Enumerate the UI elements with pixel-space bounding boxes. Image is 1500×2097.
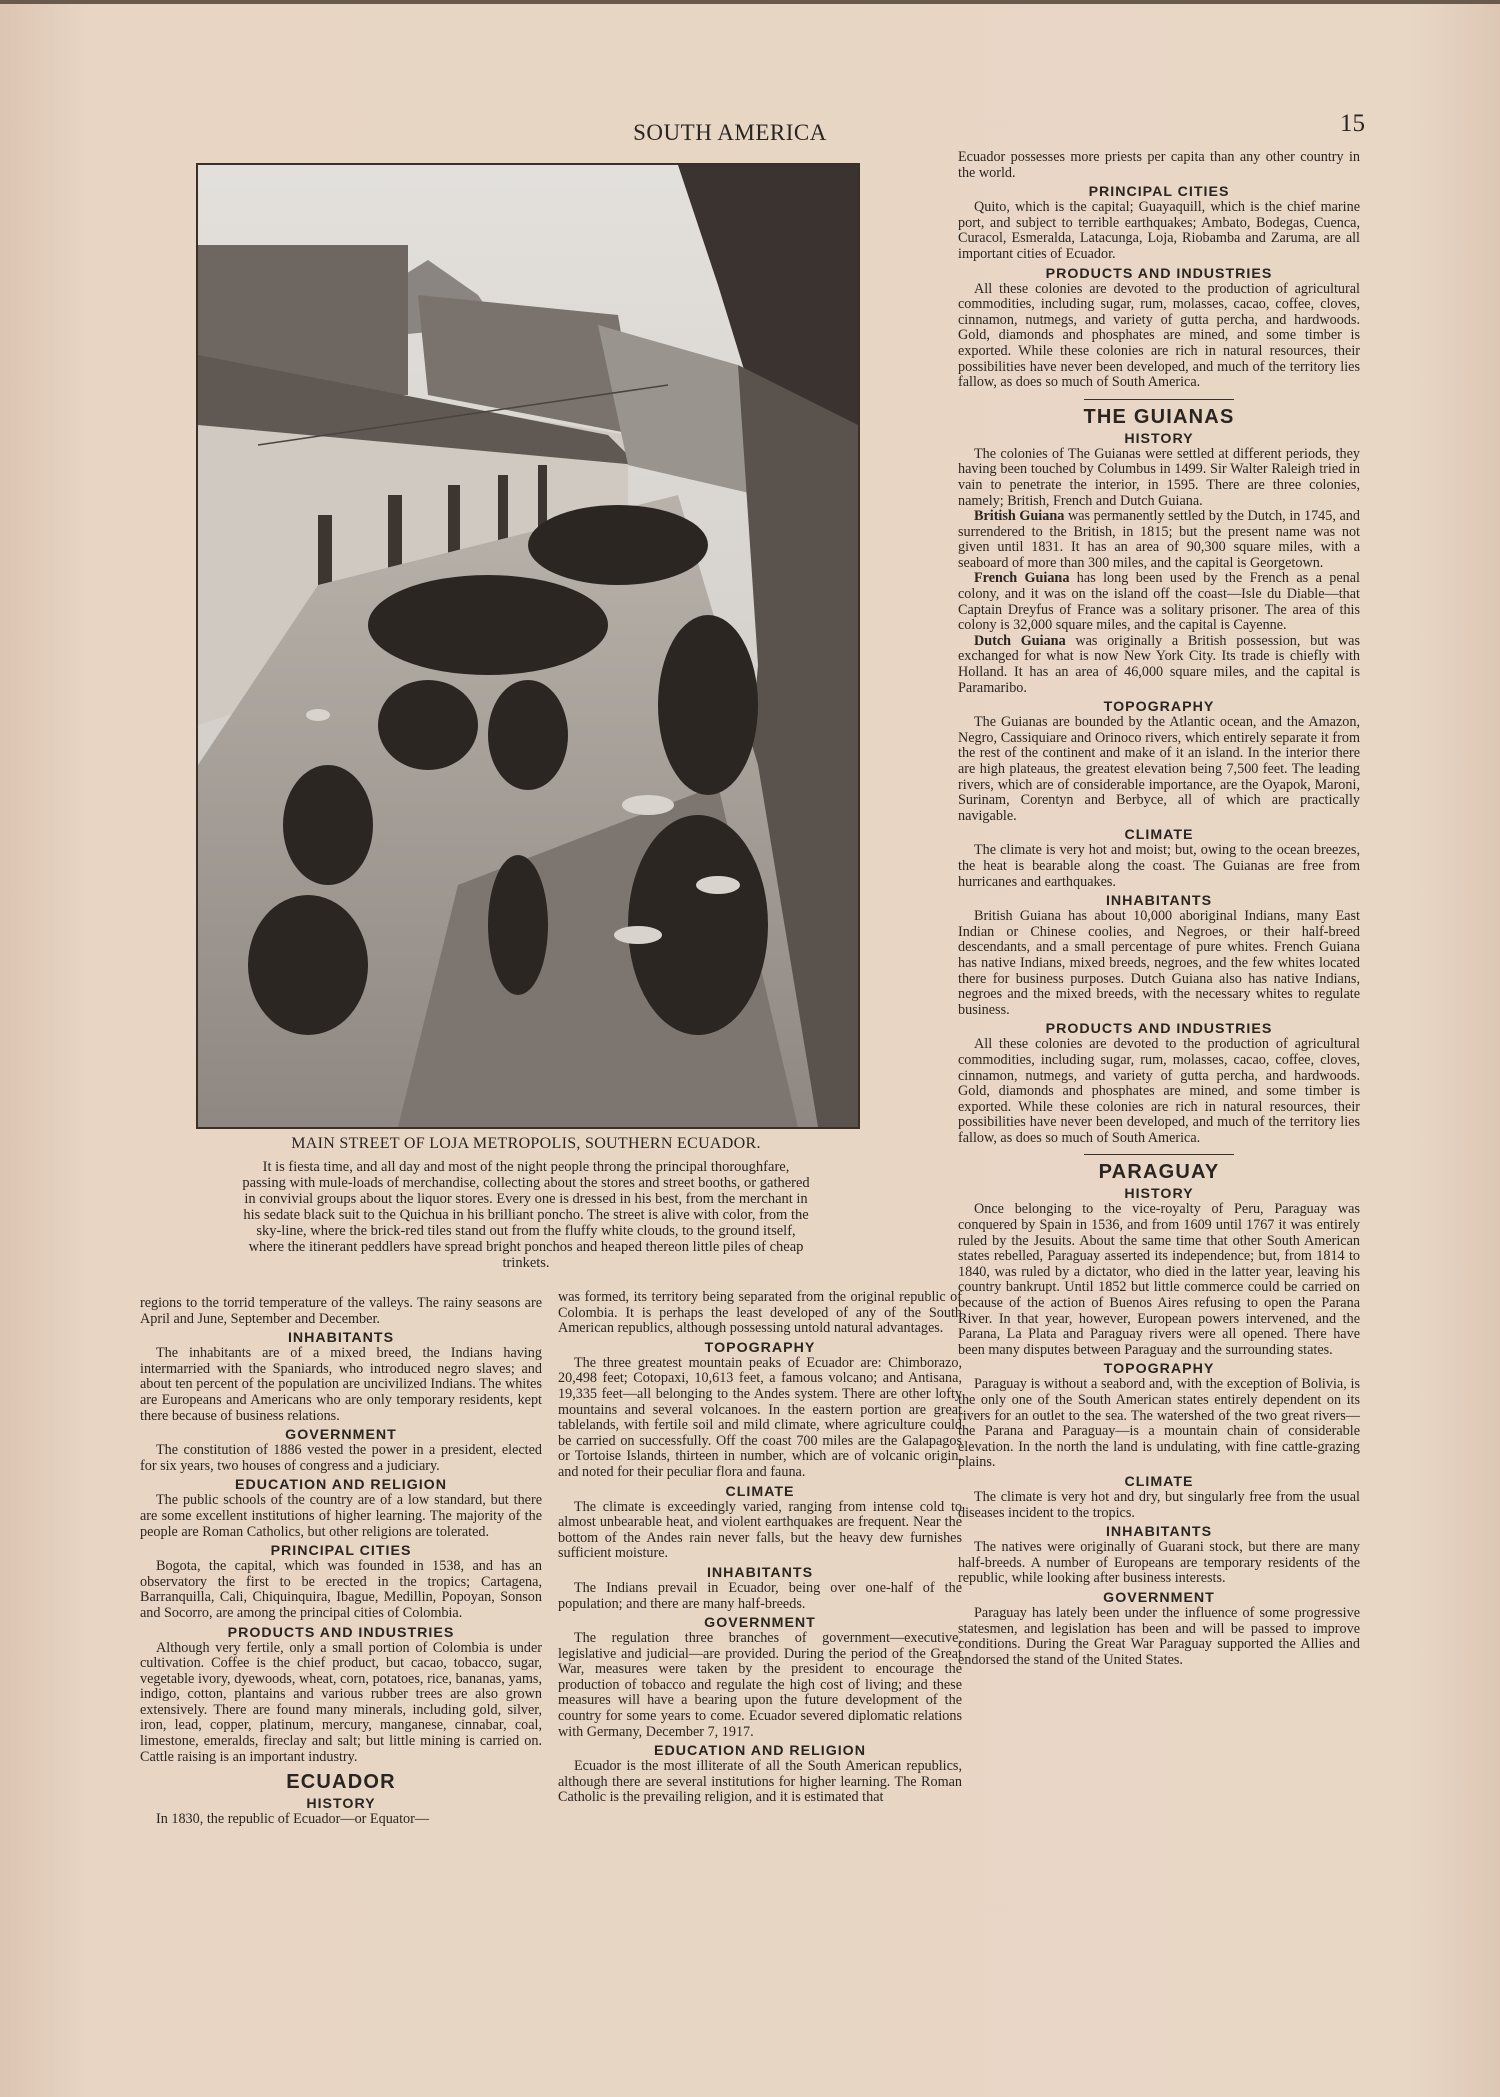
paragraph: The constitution of 1886 vested the power in a president, elected for six years, two houses of congress and a judiciary. bbox=[140, 1442, 542, 1474]
heading-climate: CLIMATE bbox=[1124, 1473, 1194, 1490]
paragraph-text: has long been used by the French as a penal colony, and it was on the island off the coast—Isle du Diable—that Captain Dreyfus of France was a solitary prisoner. The area of this colony is 32,000 square miles, and the capital is Cayenne. bbox=[958, 570, 1360, 634]
section-title-guianas: THE GUIANAS bbox=[1083, 405, 1235, 428]
heading-climate: CLIMATE bbox=[725, 1483, 795, 1500]
column-3 bbox=[958, 150, 1360, 1668]
heading-topography: TOPOGRAPHY bbox=[1103, 1361, 1215, 1378]
paragraph: The Guianas are bounded by the Atlantic ocean, and the Amazon, Negro, Cassiquiare and Orinoco rivers, which entirely separate it from the rest of the continent and make of it an island. In the interior there are high plateaus, the greatest elevation being 7,500 feet. The leading rivers, which are of considerable importance, are the Oyapok, Maroni, Surinam, Corentyn and Berbyce, all of which are practically navigable. bbox=[958, 714, 1360, 824]
paragraph: Ecuador possesses more priests per capita than any other country in the world. bbox=[958, 149, 1360, 181]
section-title-ecuador: ECUADOR bbox=[286, 1771, 396, 1794]
term-british-guiana: British Guiana bbox=[974, 508, 1065, 525]
heading-inhabitants: INHABITANTS bbox=[706, 1564, 814, 1581]
term-french-guiana: French Guiana bbox=[974, 570, 1070, 587]
heading-government: GOVERNMENT bbox=[285, 1427, 397, 1444]
photo-caption bbox=[206, 1135, 846, 1271]
heading-history: HISTORY bbox=[1124, 430, 1194, 447]
paragraph: British Guiana has about 10,000 aboriginal Indians, many East Indian or Chinese coolies, and Negroes, or their half-breed descendants, and a small percentage of pure whites. French Guiana has native Indians, mixed breeds, negroes, and the few whites located there for business purposes. Dutch Guiana also has native Indians, negroes and the mixed breeds, with the necessary whites to regulate business. bbox=[958, 908, 1360, 1018]
heading-history: HISTORY bbox=[1124, 1186, 1194, 1203]
paragraph: The climate is very hot and moist; but, owing to the ocean breezes, the heat is bearable along the coast. The Guianas are free from hurricanes and earthquakes. bbox=[958, 842, 1360, 890]
heading-cities: PRINCIPAL CITIES bbox=[270, 1543, 412, 1560]
street-scene-illustration bbox=[198, 165, 858, 1127]
paragraph: The regulation three branches of government—executive, legislative and judicial—are provided. During the period of the Great War, measures were taken by the president to encourage the production of tobacco and regulate the high cost of living; and these measures will have a bearing upon the future development of the country for some years to come. Ecuador severed diplomatic relations with Germany, December 7, 1917. bbox=[558, 1630, 962, 1740]
paragraph: Bogota, the capital, which was founded in 1538, and has an observatory the first to be erected in the tropics; Cartagena, Barranquilla, Cali, Chiquinquira, Ibague, Medillin, Popoyan, Sonson and Socorro, are among the principal cities of Colombia. bbox=[140, 1558, 542, 1621]
heading-products: PRODUCTS AND INDUSTRIES bbox=[1045, 265, 1273, 282]
paragraph: regions to the torrid temperature of the valleys. The rainy seasons are April and June, September and December. bbox=[140, 1295, 542, 1327]
term-dutch-guiana: Dutch Guiana bbox=[974, 632, 1066, 649]
heading-government: GOVERNMENT bbox=[704, 1615, 816, 1632]
paragraph: Ecuador is the most illiterate of all the South American republics, although there are several institutions for higher learning. The Roman Catholic is the prevailing religion, and it is estimated that bbox=[558, 1758, 962, 1806]
paragraph: The inhabitants are of a mixed breed, the Indians having intermarried with the Spaniards, who introduced negro slaves; and about ten percent of the population are uncivilized Indians. The whites are Europeans and Americans who are only temporary residents, kept there because of business relations. bbox=[140, 1345, 542, 1424]
heading-education: EDUCATION AND RELIGION bbox=[235, 1477, 447, 1494]
paragraph-text: was permanently settled by the Dutch, in 1745, and surrendered to the British, in 1815; but the present name was not given until 1831. It has an area of 90,300 square miles, with a seaboard of more than 300 miles, and the capital is Georgetown. bbox=[958, 508, 1360, 571]
paragraph: The climate is exceedingly varied, ranging from intense cold to almost unbearable heat, and violent earthquakes are frequent. Near the bottom of the Andes rain never falls, but the heavy dew furnishes sufficient moisture. bbox=[558, 1498, 962, 1562]
paragraph: Paraguay is without a seabord and, with the exception of Bolivia, is the only one of the South American states entirely dependent on its rivers for an outlet to the sea. The watershed of the two great rivers—the Parana and Paraguay—is a mountain chain of considerable elevation. In the north the land is undulating, with fine cattle-grazing plains. bbox=[958, 1376, 1360, 1471]
paragraph: The colonies of The Guianas were settled at different periods, they having been touched by Columbus in 1499. Sir Walter Raleigh tried in vain to penetrate the interior, in 1595. There are three colonies, namely; British, French and Dutch Guiana. bbox=[958, 445, 1360, 509]
paragraph: Although very fertile, only a small portion of Colombia is under cultivation. Coffee is the chief product, but cacao, tobacco, sugar, vegetable ivory, dyewoods, wheat, corn, potatoes, rice, bananas, yams, indigo, cotton, plantains and various rubber trees are also grown extensively. There are found many minerals, including gold, silver, iron, lead, copper, platinum, mercury, manganese, cinnabar, coal, limestone, emeralds, fireclay and salt; but little mining is carried on. Cattle raising is an important industry. bbox=[140, 1639, 542, 1765]
street-photograph bbox=[196, 163, 860, 1129]
paragraph: was formed, its territory being separated from the original republic of Colombia. It is perhaps the least developed of any of the South American republics, although possessing untold natural advantages. bbox=[558, 1289, 962, 1337]
paragraph: All these colonies are devoted to the production of agricultural commodities, including sugar, rum, molasses, cacao, coffee, cloves, cinnamon, nutmegs, and variety of gutta percha, and hardwoods. Gold, diamonds and phosphates are mined, and some timber is exported. While these colonies are rich in natural resources, their possibilities have never been developed, and much of the territory lies fallow, as does so much of South America. bbox=[958, 1036, 1360, 1146]
running-head: SOUTH AMERICA bbox=[633, 120, 827, 145]
heading-topography: TOPOGRAPHY bbox=[704, 1339, 816, 1356]
heading-inhabitants: INHABITANTS bbox=[1105, 1524, 1213, 1541]
caption-title: MAIN STREET OF LOJA METROPOLIS, SOUTHERN ECUADOR. bbox=[291, 1135, 761, 1152]
heading-education: EDUCATION AND RELIGION bbox=[654, 1743, 866, 1760]
scan-edge bbox=[0, 0, 1500, 4]
page-number: 15 bbox=[1340, 110, 1365, 137]
section-divider bbox=[1084, 399, 1234, 400]
paragraph: Paraguay has lately been under the influence of some progressive statesmen, and legislation has been and will be passed to improve conditions. During the Great War Paraguay supported the Allies and endorsed the stand of the United States. bbox=[958, 1604, 1360, 1668]
heading-cities: PRINCIPAL CITIES bbox=[1088, 184, 1230, 201]
section-title-paraguay: PARAGUAY bbox=[1098, 1161, 1220, 1184]
paragraph: Once belonging to the vice-royalty of Peru, Paraguay was conquered by Spain in 1536, and from 1609 until 1767 it was entirely ruled by the Jesuits. About the same time that other South American states rebelled, Paraguay asserted its independence; but, from 1814 to 1840, was ruled by a dictator, who died in the latter year, leaving his country bankrupt. Until 1852 but little commerce could be carried on because of the action of Buenos Aires refusing to open the Parana River. In that year, however, European powers intervened, and the Parana, La Plata and Paraguay rivers were all opened. There have been many disputes between Paraguay and the surrounding states. bbox=[958, 1201, 1360, 1358]
paragraph: In 1830, the republic of Ecuador—or Equator— bbox=[156, 1811, 430, 1828]
paragraph: The three greatest mountain peaks of Ecuador are: Chimborazo, 20,498 feet; Cotopaxi, 10,613 feet, a famous volcano; and Antisana, 19,335 feet—all belonging to the Andes system. There are other lofty mountains and several volcanoes. In the eastern portion are great tablelands, with fertile soil and mild climate, where agriculture could be carried on successfully. Off the coast 700 miles are the Galapagos or Tortoise Islands, thirteen in number, which are of volcanic origin, and noted for their peculiar flora and fauna. bbox=[558, 1354, 962, 1480]
column-1 bbox=[140, 1296, 542, 1828]
paragraph bbox=[958, 571, 1360, 633]
paragraph: The public schools of the country are of a low standard, but there are some excellent institutions of higher learning. The majority of the people are Roman Catholics, but other religions are tolerated. bbox=[140, 1492, 542, 1540]
heading-inhabitants: INHABITANTS bbox=[1105, 893, 1213, 910]
paragraph: Quito, which is the capital; Guayaquill, which is the chief marine port, and subject to terrible earthquakes; Ambato, Bodegas, Cuenca, Curacol, Esmeralda, Latacunga, Loja, Riobamba and Zaruma, are all important cities of Ecuador. bbox=[958, 199, 1360, 262]
paragraph: The climate is very hot and dry, but singularly free from the usual diseases incident to the tropics. bbox=[958, 1488, 1360, 1521]
paragraph: All these colonies are devoted to the production of agricultural commodities, including sugar, rum, molasses, cacao, coffee, cloves, cinnamon, nutmegs, and variety of gutta percha, and hardwoods. Gold, diamonds and phosphates are mined, and some timber is exported. While these colonies are rich in natural resources, their possibilities have never been developed, and much of the territory lies fallow, as does so much of South America. bbox=[958, 280, 1360, 391]
paragraph: The Indians prevail in Ecuador, being over one-half of the population; and there are many half-breeds. bbox=[558, 1579, 962, 1612]
heading-topography: TOPOGRAPHY bbox=[1103, 699, 1215, 716]
paragraph-text: was originally a British possession, but was exchanged for what is now New York City. Its trade is chiefly with Holland. It has an area of 46,000 square miles, and the capital is Paramaribo. bbox=[958, 632, 1360, 696]
caption-body: It is fiesta time, and all day and most of the night people throng the principal thoroughfare, passing with mule-loads of merchandise, collecting about the stores and street booths, or gathered in convivial groups about the liquor stores. Every one is dressed in his best, from the merchant in his sedate black suit to the Quichua in his brilliant poncho. The street is alive with color, from the sky-line, where the brick-red tiles stand out from the fluffy white clouds, to the ground itself, where the itinerant peddlers have spread bright ponchos and heaped thereon little piles of cheap trinkets. bbox=[242, 1159, 810, 1271]
section-divider bbox=[1084, 1154, 1234, 1155]
column-2 bbox=[558, 1290, 962, 1806]
heading-products: PRODUCTS AND INDUSTRIES bbox=[227, 1624, 455, 1641]
paragraph bbox=[958, 509, 1360, 571]
heading-government: GOVERNMENT bbox=[1103, 1589, 1215, 1606]
paragraph bbox=[958, 634, 1360, 696]
heading-inhabitants: INHABITANTS bbox=[287, 1330, 395, 1347]
heading-history: HISTORY bbox=[306, 1796, 376, 1813]
heading-climate: CLIMATE bbox=[1124, 827, 1194, 844]
heading-products: PRODUCTS AND INDUSTRIES bbox=[1045, 1021, 1273, 1038]
paragraph: The natives were originally of Guarani stock, but there are many half-breeds. A number of Europeans are temporary residents of the republic, while looking after business interests. bbox=[958, 1539, 1360, 1587]
